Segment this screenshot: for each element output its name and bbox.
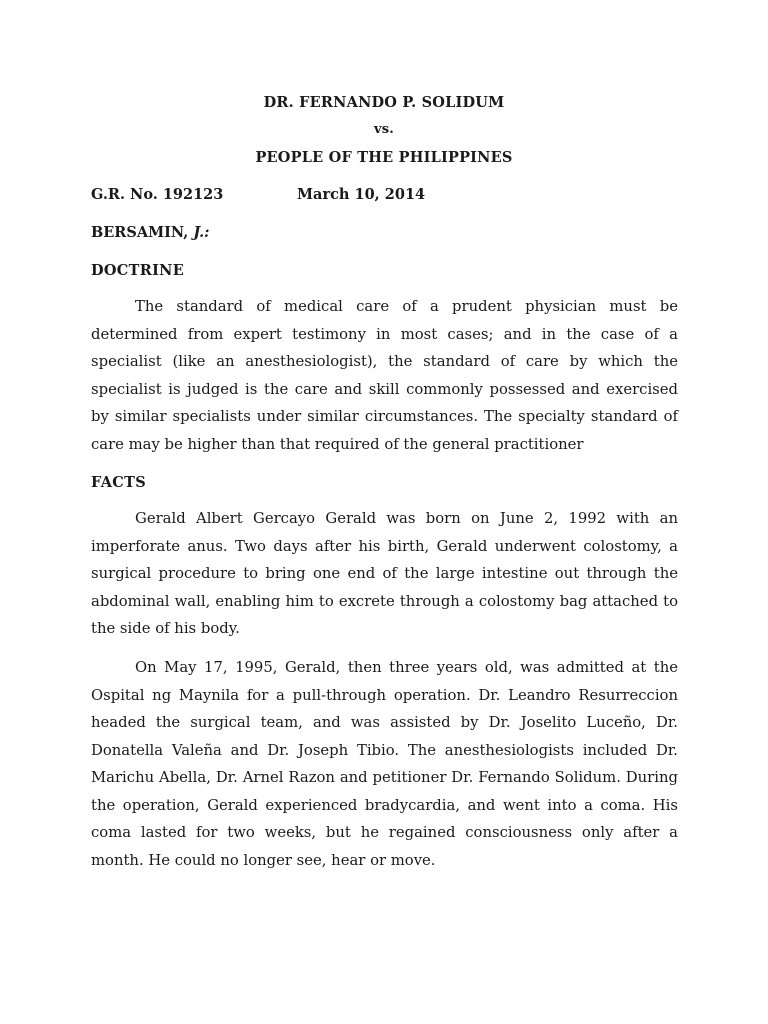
case-respondent: PEOPLE OF THE PHILIPPINES <box>255 149 513 166</box>
ponente-suffix: J.: <box>193 224 210 241</box>
decision-date: March 10, 2014 <box>297 186 426 203</box>
facts-heading: FACTS <box>91 474 146 491</box>
facts-paragraph-1: Gerald Albert Gercayo Gerald was born on June 2, 1992 with an imperforate anus. Two days after his birth, Gerald underwent colostomy, a surgical procedure to bring one end of the large intestine out through the abdominal wall, enabling him to excrete through a colostomy bag attached to the side of his body. <box>91 510 678 637</box>
case-petitioner: DR. FERNANDO P. SOLIDUM <box>263 94 505 111</box>
ponente-name: BERSAMIN, <box>91 224 194 241</box>
doctrine-paragraph: The standard of medical care of a prudent physician must be determined from expert testimony in most cases; and in the case of a specialist (like an anesthesiologist), the standard of care by which the specialist is judged is the care and skill commonly possessed and exercised by similar specialists under similar circumstances. The specialty standard of care may be higher than that required of the general practitioner <box>91 298 678 453</box>
doctrine-heading: DOCTRINE <box>91 262 185 279</box>
case-versus: vs. <box>374 122 394 137</box>
ponente <box>91 224 209 241</box>
gr-number: G.R. No. 192123 <box>91 186 224 203</box>
facts-paragraph-2: On May 17, 1995, Gerald, then three years old, was admitted at the Ospital ng Maynila for a pull-through operation. Dr. Leandro Resurreccion headed the surgical team, and was assisted by Dr. Joselito Luceño, Dr. Donatella Valeña and Dr. Joseph Tibio. The anesthesiologists included Dr. Marichu Abella, Dr. Arnel Razon and petitioner Dr. Fernando Solidum. During the operation, Gerald experienced bradycardia, and went into a coma. His coma lasted for two weeks, but he regained consciousness only after a month. He could no longer see, hear or move. <box>91 659 678 869</box>
